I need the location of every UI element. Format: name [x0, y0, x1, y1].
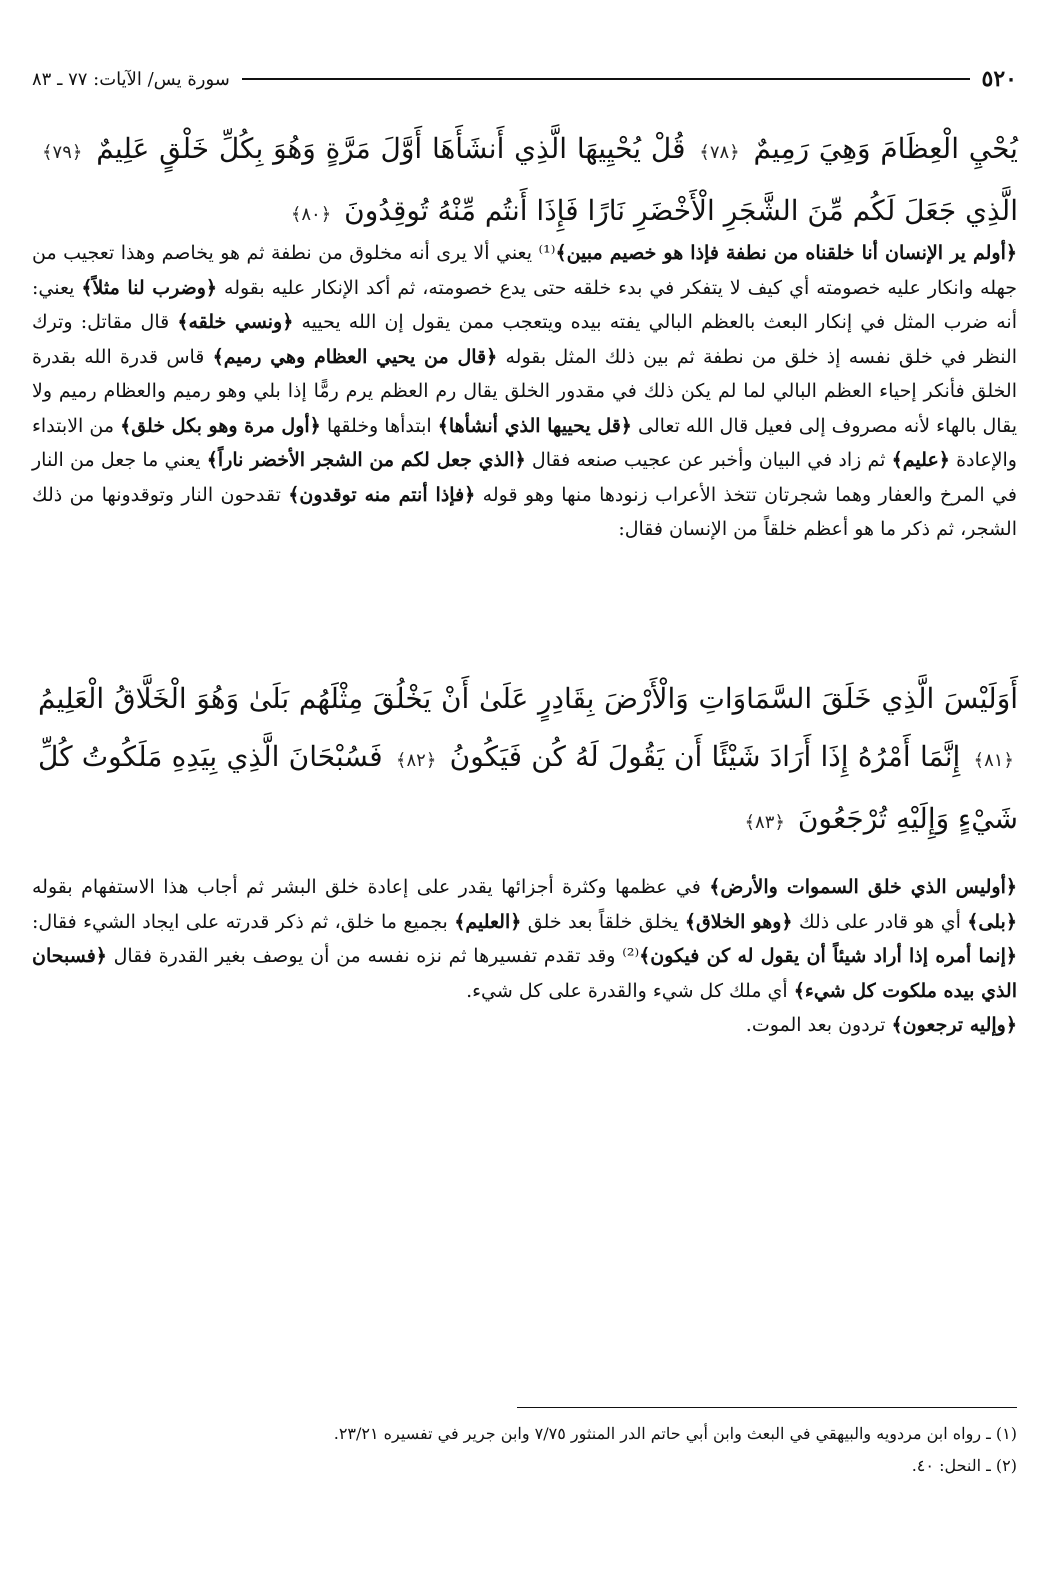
quoted-phrase: ﴿العليم﴾: [454, 910, 522, 933]
ayah-78-text: يُحْيِ الْعِظَامَ وَهِيَ رَمِيمٌ: [753, 132, 1018, 165]
ayah-81-text: أَوَلَيْسَ الَّذِي خَلَقَ السَّمَاوَاتِ وَالْأَرْضَ بِقَادِرٍ عَلَىٰ أَنْ يَخْلُقَ مِثْلَهُم بَلَىٰ وَهُوَ الْخَلَّاقُ الْعَلِيمُ: [38, 682, 1018, 715]
ayah-80-text: الَّذِي جَعَلَ لَكُم مِّنَ الشَّجَرِ الْأَخْضَرِ نَارًا فَإِذَا أَنتُم مِّنْهُ تُوقِدُونَ: [344, 194, 1018, 227]
commentary-text: قال مقاتل: وترك النظر في خلق نفسه إذ خلق من نطفة ثم بين ذلك المثل بقوله: [32, 311, 1017, 368]
quoted-phrase: ﴿أوليس الذي خلق السموات والأرض﴾: [709, 876, 1017, 898]
commentary-text: ثم زاد في البيان وأخبر عن عجيب صنعه فقال: [525, 449, 892, 471]
commentary-text: يعني: أنه ضرب المثل في إنكار البعث بالعظم البالي يفته بيده ويتعجب ممن يقول إن الله يحييه: [32, 276, 1017, 333]
page-number: ٥٢٠: [981, 66, 1017, 92]
commentary-text: في عظمها وكثرة أجزائها يقدر على إعادة خلق البشر ثم أجاب هذا الاستفهام بقوله: [32, 876, 710, 898]
footnote-1: (١) ـ رواه ابن مردويه والبيهقي في البعث وابن أبي حاتم الدر المنثور ٧/٧٥ وابن جرير في تفسيره ٢٣/٢١.: [333, 1424, 1017, 1443]
quoted-phrase: ﴿وهو الخلاق﴾: [684, 910, 793, 933]
quoted-phrase: ﴿وإليه ترجعون﴾: [891, 1014, 1017, 1036]
commentary-paragraph-1: [32, 236, 1017, 547]
ayah-number-80: ﴿٨٠﴾: [290, 204, 332, 225]
commentary-text: بجميع ما خلق، ثم ذكر قدرته على ايجاد الشيء فقال:: [32, 910, 455, 933]
ayah-number-81: ﴿٨١﴾: [973, 750, 1014, 771]
quoted-phrase: ﴿قال من يحيي العظام وهي رميم﴾: [212, 345, 498, 368]
quoted-phrase: ﴿قل يحييها الذي أنشأها﴾: [437, 414, 632, 437]
quoted-phrase: ﴿أول مرة وهو بكل خلق﴾: [120, 414, 321, 437]
commentary-text: ابتدأها وخلقها: [320, 414, 438, 437]
commentary-text: ⁽¹⁾ يعني ألا يرى أنه مخلوق من نطفة ثم هو يخاصم وهذا تعجيب من جهله وانكار عليه خصومته أي كيف لا يتفكر في بدء خلقه حتى يدع خصومته، ثم أكد الإنكار عليه بقوله: [32, 242, 1018, 299]
commentary-text: أي هو قادر على ذلك: [792, 910, 968, 933]
ayah-number-82: ﴿٨٢﴾: [395, 750, 437, 771]
quoted-phrase: ﴿فإذا أنتم منه توقدون﴾: [288, 483, 476, 506]
ayah-79-text: قُلْ يُحْيِيهَا الَّذِي أَنشَأَهَا أَوَّلَ مَرَّةٍ وَهُوَ بِكُلِّ خَلْقٍ عَلِيمٌ: [96, 132, 686, 165]
ayah-number-79: ﴿٧٩﴾: [42, 142, 83, 163]
commentary-text: تقدحون النار وتوقدونها من ذلك الشجر، ثم ذكر ما هو أعظم خلقاً من الإنسان فقال:: [32, 483, 1017, 540]
running-title: سورة يس/ الآيات: ٧٧ ـ ٨٣: [32, 68, 230, 90]
commentary-text: قاس قدرة الله بقدرة الخلق فأنكر إحياء العظم البالي لما لم يكن ذلك في مقدور الخلق يقال رم العظم يرم رمًّا إذا بلي وهو رميم والعظام رميم ولا يقال بالهاء لأنه مصروف إلى فعيل قال الله تعالى: [32, 345, 1017, 437]
commentary-text: يعني ما جعل من النار في المرخ والعفار وهما شجرتان تتخذ الأعراب زنودها منها وهو قوله: [32, 449, 1017, 506]
commentary-paragraph-2: [32, 870, 1017, 1043]
quoted-phrase: ﴿بلى﴾: [967, 910, 1017, 933]
quoted-phrase: ﴿الذي جعل لكم من الشجر الأخضر ناراً﴾: [206, 449, 526, 471]
commentary-text: يخلق خلقاً بعد خلق: [521, 910, 685, 933]
quoted-phrase: ﴿عليم﴾: [891, 449, 950, 471]
quoted-phrase: ﴿إنما أمره إذا أراد شيئاً أن يقول له كن فيكون﴾: [639, 945, 1017, 967]
quoted-phrase: ﴿أولم ير الإنسان أنا خلقناه من نطفة فإذا هو خصيم مبين﴾: [555, 242, 1017, 264]
quoted-phrase: ﴿وضرب لنا مثلاً﴾: [81, 276, 218, 299]
page-header: [32, 62, 1017, 96]
quran-verses-78-80: [38, 120, 1018, 244]
header-rule: [242, 78, 970, 80]
commentary-text: تردون بعد الموت.: [745, 1014, 892, 1036]
commentary-text: ⁽²⁾ وقد تقدم تفسيرها ثم نزه نفسه من أن يوصف بغير القدرة فقال: [106, 945, 640, 967]
footnote-2: (٢) ـ النحل: ٤٠.: [911, 1456, 1017, 1475]
ayah-82-text: إِنَّمَا أَمْرُهُ إِذَا أَرَادَ شَيْئًا أَن يَقُولَ لَهُ كُن فَيَكُونُ: [449, 740, 961, 773]
quran-verses-81-83: [38, 670, 1018, 852]
ayah-number-83: ﴿٨٣﴾: [744, 812, 785, 833]
commentary-text: أي ملك كل شيء والقدرة على كل شيء.: [466, 979, 794, 1002]
quoted-phrase: ﴿فسبحان الذي بيده ملكوت كل شيء﴾: [32, 945, 1017, 1002]
commentary-text: من الابتداء والإعادة: [32, 414, 1017, 471]
footnote-separator: [517, 1407, 1017, 1408]
footnotes: [32, 1418, 1017, 1482]
quoted-phrase: ﴿ونسي خلقه﴾: [177, 311, 294, 333]
ayah-83-text: فَسُبْحَانَ الَّذِي بِيَدِهِ مَلَكُوتُ كُلِّ شَيْءٍ وَإِلَيْهِ تُرْجَعُونَ: [38, 740, 1018, 835]
ayah-number-78: ﴿٧٨﴾: [699, 142, 740, 163]
